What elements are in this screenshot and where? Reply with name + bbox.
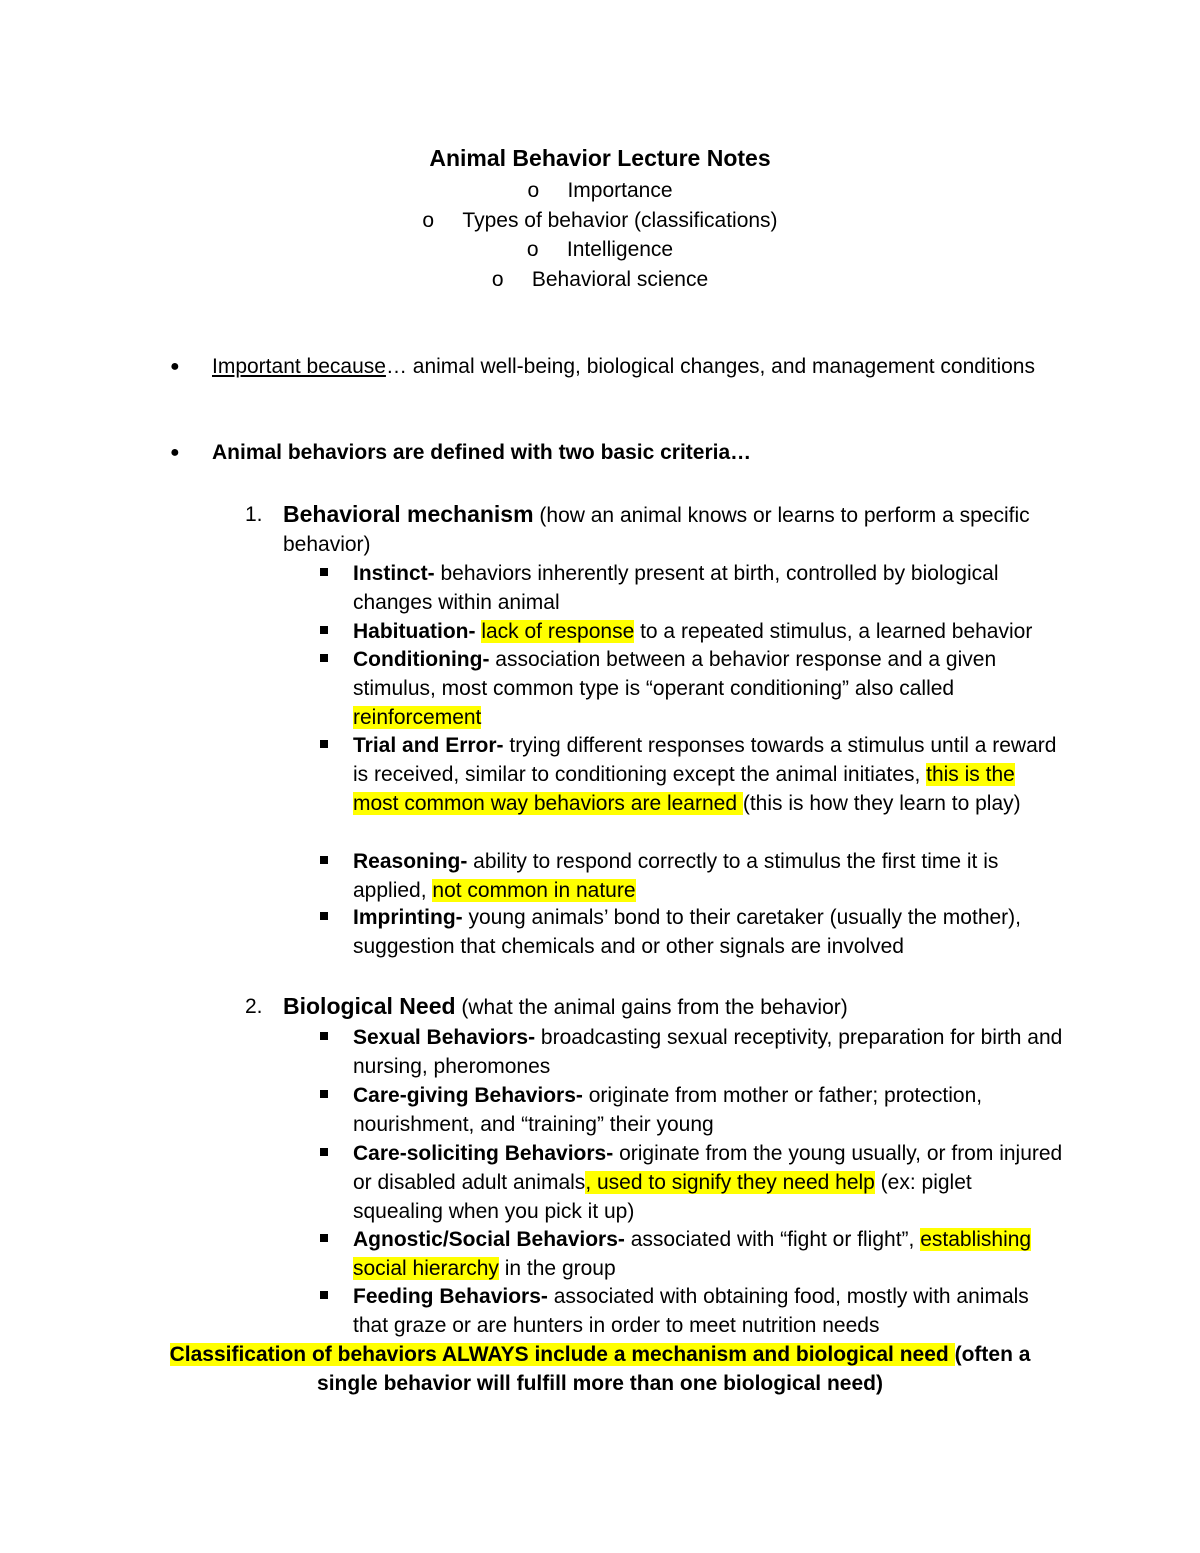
square-bullet-icon xyxy=(320,1234,328,1242)
outline-item: o Types of behavior (classifications) xyxy=(0,206,1200,236)
bullet-dot-icon: ● xyxy=(170,358,180,375)
outline-item: o Intelligence xyxy=(0,235,1200,265)
square-bullet-icon xyxy=(320,1291,328,1299)
document-page: Animal Behavior Lecture Notes o Importance o Types of behavior (classifications) o Intelligence o Behavioral science ● Important because… animal well-being, biological changes, and management conditions ● Animal behaviors are defined with two basic criteria… 1. Behavioral mechanism (how an animal knows or learns to perform a specific behavior) Instinct- behaviors inherently present at birth, controlled by biological changes within animal Habituation- lack of response to a repeated stimulus, a learned behavior Conditioning- association between a behavior response and a given stimulus, most common type is “operant conditioning” also called reinforcement Trial and Error- trying different responses towards a stimulus until a reward is received, similar to conditioning except the animal initiates, this is the most common way behaviors are learned (this is how they learn to play) Reasoning- ability to respond correctly to a stimulus the first time it is applied, not common in nature Imprinting- young animals’ bond to their caretaker (usually the mother), suggestion that chemicals and or other signals are involved 2. Biological Need (what the animal gains from the behavior) Sexual Behaviors- broadcasting sexual receptivity, preparation for birth and nursing, pheromones Care-giving Behaviors- originate from mother or father; protection, nourishment, and “training” their young Care-soliciting Behaviors- originate from the young usually, or from injured or disabled adult animals, used to signify they need help (ex: piglet squealing when you pick it up) Agnostic/Social Behaviors- associated with “fight or flight”, establishing social hierarchy in the group Feeding Behaviors- associated with obtaining food, mostly with animals that graze or are hunters in order to meet nutrition needs Classification of behaviors ALWAYS include a mechanism and biological need (often a single behavior will fulfill more than one biological need) xyxy=(0,0,1200,1553)
circle-bullet-icon: o xyxy=(527,179,540,202)
outline-item: o Importance xyxy=(0,176,1200,206)
square-bullet-icon xyxy=(320,654,328,662)
square-bullet-icon xyxy=(320,1032,328,1040)
classification-note: Classification of behaviors ALWAYS include a mechanism and biological need (often a single behavior will fulfill more than one biological need) xyxy=(169,1343,1031,1395)
square-bullet-icon xyxy=(320,626,328,634)
page-title: Animal Behavior Lecture Notes xyxy=(429,145,771,171)
outline-list xyxy=(0,176,1200,294)
circle-bullet-icon: o xyxy=(422,208,435,232)
circle-bullet-icon: o xyxy=(526,238,539,262)
square-bullet-icon xyxy=(320,912,328,920)
bullet-dot-icon: ● xyxy=(170,444,180,461)
square-bullet-icon xyxy=(320,1148,328,1156)
outline-item: o Behavioral science xyxy=(0,265,1200,295)
square-bullet-icon xyxy=(320,568,328,576)
square-bullet-icon xyxy=(320,1090,328,1098)
circle-bullet-icon: o xyxy=(491,267,504,291)
square-bullet-icon xyxy=(320,740,328,748)
square-bullet-icon xyxy=(320,856,328,864)
